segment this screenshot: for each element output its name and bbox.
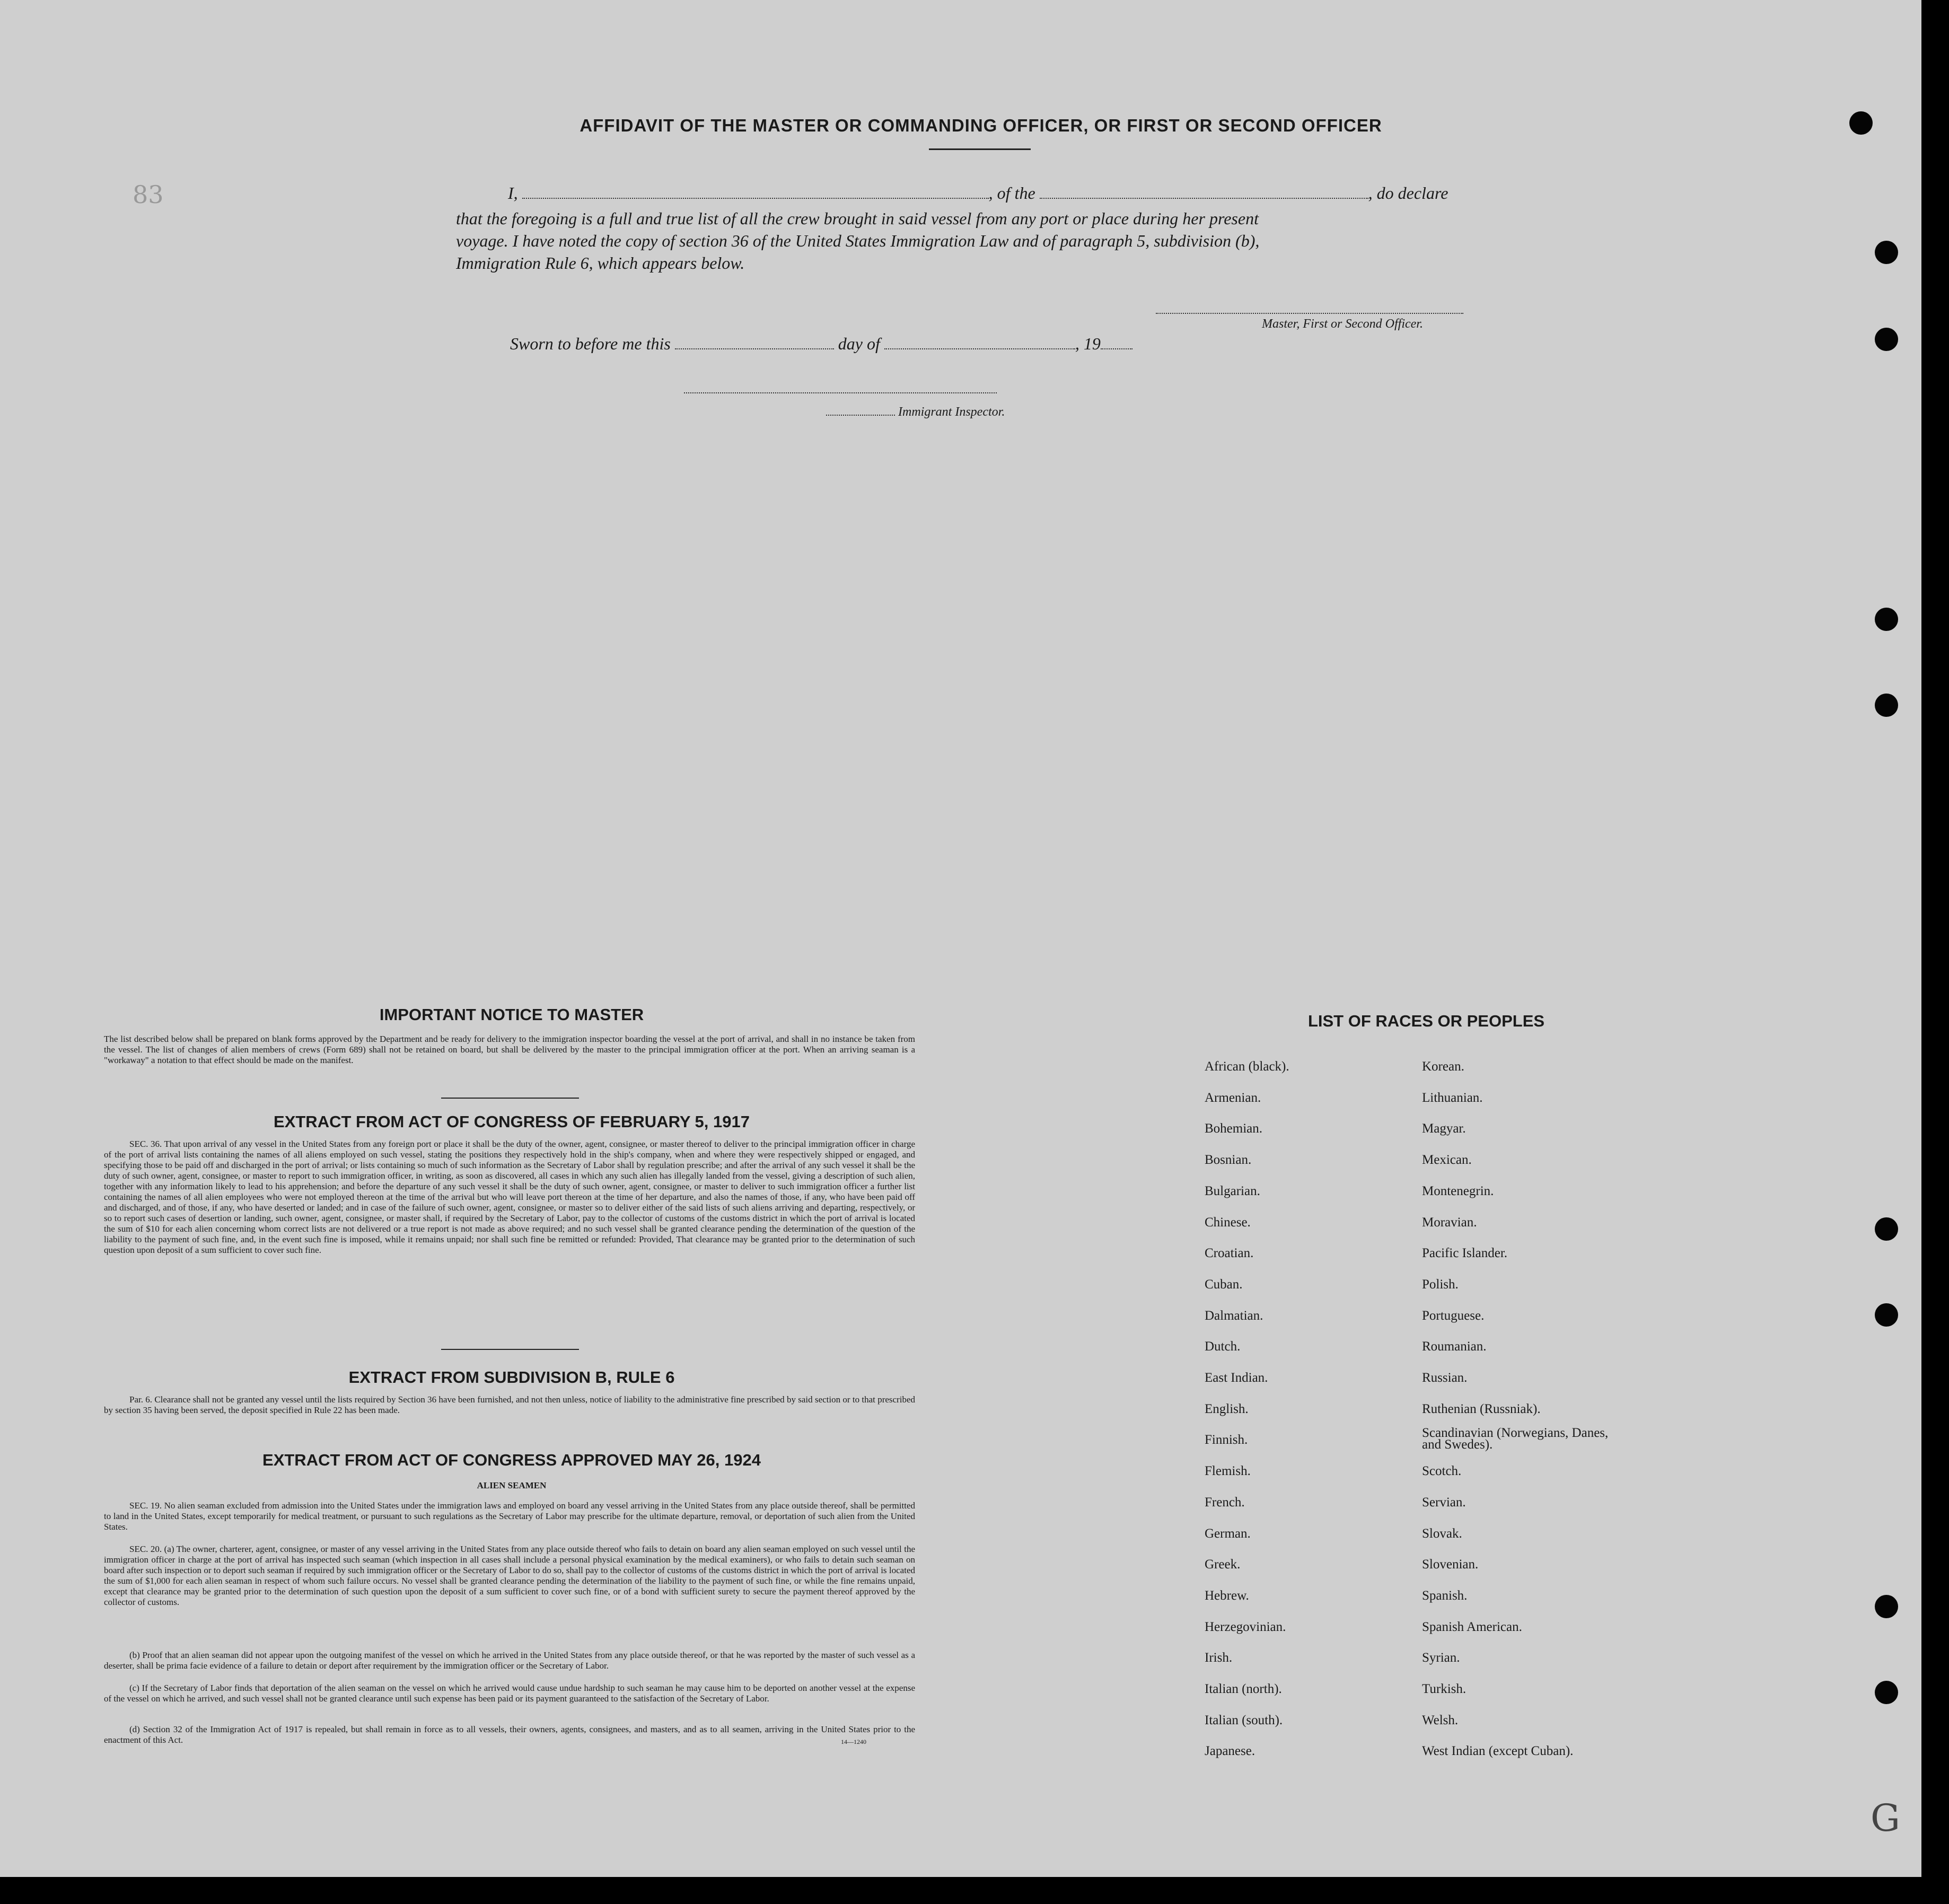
race-item: Spanish American. [1422, 1620, 1522, 1634]
sworn-day-blank[interactable] [675, 348, 834, 349]
binder-hole [1849, 111, 1873, 135]
race-item: Moravian. [1422, 1215, 1477, 1230]
race-item: West Indian (except Cuban). [1422, 1744, 1574, 1758]
extract-rule6-text: Par. 6. Clearance shall not be granted any vessel until the lists required by Section 36 have been furnished, and not then unless, notice of liability to the administrative fine prescribed by said section or to that prescribed by section 35 having been served, the deposit specified in Rule 22 has been made. [104, 1394, 915, 1415]
race-item: Slovak. [1422, 1526, 1462, 1541]
race-item: Scotch. [1422, 1464, 1462, 1478]
binder-hole [1875, 1217, 1898, 1241]
handwritten-mark-top-left: 83 [133, 180, 164, 209]
divider [441, 1098, 579, 1099]
race-item: Dalmatian. [1205, 1309, 1263, 1323]
race-item: Cuban. [1205, 1277, 1243, 1292]
master-caption: Master, First or Second Officer. [1262, 317, 1423, 331]
name-blank[interactable] [522, 198, 989, 199]
extract-1917-text: SEC. 36. That upon arrival of any vessel in the United States from any foreign port or place it shall be the duty of the owner, agent, consignee, or master thereof to deliver to the principal immigration officer in charge of the port of arrival lists containing the names of all aliens employed on such vessel, stating the positions they respectively hold in the ship's company, when and where they were respectively shipped or engaged, and specifying those to be paid off and discharged in the port of arrival; or lists containing so much of such information as the Secretary of Labor shall by regulation prescribe; and after the arrival of any such vessel it shall be the duty of such owner, agent, consignee, or master to report to such immigration officer, in writing, as soon as discovered, all cases in which any such alien has illegally landed from the vessel, giving a description of such alien, together with any information likely to lead to his apprehension; and before the departure of any such vessel it shall be the duty of such owner, agent, consignee, or master to deliver to such immigration officer a further list containing the names of all alien employees who were not employed thereon at the time of the arrival but who will leave port thereon at the time of her departure, and also the names of those, if any, who have been paid off and discharged, and of those, if any, who have deserted or landed; and in case of the failure of such owner, agent, consignee, or master so to deliver either of the said lists of such aliens arriving and departing, respectively, or so to report such cases of desertion or landing, such owner, agent, consignee, or master shall, if required by the Secretary of Labor, pay to the collector of customs of the customs district in which the port of arrival is located the sum of $10 for each alien concerning whom correct lists are not delivered or a true report is not made as above required; and no such vessel shall be granted clearance pending the determination of the question of the liability to the payment of such fine, and, in the event such fine is imposed, while it remains unpaid; nor shall such fine be remitted or refunded: Provided, That clearance may be granted prior to the determination of such question upon deposit of a sum sufficient to cover such fine. [104, 1139, 915, 1255]
race-item: Slovenian. [1422, 1557, 1479, 1572]
handwritten-mark-corner: G [1871, 1796, 1900, 1840]
race-item: Servian. [1422, 1495, 1466, 1510]
notice-title: IMPORTANT NOTICE TO MASTER [379, 1005, 644, 1024]
extract-1917-title: EXTRACT FROM ACT OF CONGRESS OF FEBRUARY 5, 1917 [274, 1112, 750, 1131]
year-prefix: , 19 [1075, 334, 1101, 353]
race-item: Russian. [1422, 1371, 1468, 1385]
race-item: Roumanian. [1422, 1339, 1487, 1354]
race-item: Mexican. [1422, 1153, 1472, 1167]
race-item: Ruthenian (Russniak). [1422, 1402, 1541, 1416]
race-item: Greek. [1205, 1557, 1241, 1572]
race-item: Pacific Islander. [1422, 1246, 1508, 1260]
binder-hole [1875, 1595, 1898, 1618]
race-item: Dutch. [1205, 1339, 1241, 1354]
race-item: Polish. [1422, 1277, 1459, 1292]
extract-1924-sec19: SEC. 19. No alien seaman excluded from admission into the United States under the immigration laws and employed on board any vessel arriving in the United States from any place outside thereof, shall be permitted to land in the United States, except temporarily for medical treatment, or pursuant to such regulations as the Secretary of Labor may prescribe for the ultimate departure, removal, or deportation of such alien from the United States. [104, 1501, 915, 1532]
sworn-month-blank[interactable] [884, 348, 1075, 349]
binder-hole [1875, 328, 1898, 351]
sworn-line [510, 334, 1132, 354]
binder-hole [1875, 1303, 1898, 1327]
inspector-signature-line[interactable] [684, 392, 997, 393]
race-item: Montenegrin. [1422, 1184, 1494, 1198]
extract-rule6-title: EXTRACT FROM SUBDIVISION B, RULE 6 [348, 1368, 675, 1387]
sworn-year-blank[interactable] [1101, 348, 1132, 349]
vessel-blank[interactable] [1040, 198, 1368, 199]
affidavit-line-2: that the foregoing is a full and true list of all the crew brought in said vessel from any port or place during her present [456, 209, 1259, 228]
race-item: Hebrew. [1205, 1589, 1249, 1603]
alien-seamen-subtitle: ALIEN SEAMEN [477, 1480, 547, 1490]
race-item: Irish. [1205, 1651, 1233, 1665]
race-item: Scandinavian (Norwegians, Danes, and Swedes). [1422, 1426, 1609, 1452]
binder-hole [1875, 608, 1898, 631]
race-item: Portuguese. [1422, 1309, 1485, 1323]
inspector-dots [826, 415, 895, 416]
inspector-caption: Immigrant Inspector. [898, 405, 1005, 419]
race-item: Turkish. [1422, 1682, 1467, 1696]
extract-1924-sec20d: (d) Section 32 of the Immigration Act of 1917 is repealed, but shall remain in force as to all vessels, their owners, agents, consignees, and masters, and as to all seamen, arriving in the United States prior to the enactment of this Act. [104, 1724, 915, 1745]
race-item: Italian (south). [1205, 1713, 1283, 1727]
affidavit-line-3: voyage. I have noted the copy of section 36 of the United States Immigration Law and of paragraph 5, subdivision (b), [456, 231, 1260, 250]
title-underline [929, 148, 1031, 150]
notice-text: The list described below shall be prepared on blank forms approved by the Department and be ready for delivery to the immigration inspector boarding the vessel at the port of arrival, and shall in no instance be taken from the vessel. The list of changes of alien members of crews (Form 689) shall not be retained on board, but shall be delivered by the master to the principal immigration officer at the port. When an arriving seaman is a "workaway" a notation to that effect should be made on the manifest. [104, 1034, 915, 1065]
race-item: Italian (north). [1205, 1682, 1282, 1696]
binder-hole [1875, 1681, 1898, 1704]
form-number: 14—1240 [841, 1738, 866, 1745]
race-item: German. [1205, 1526, 1251, 1541]
races-title: LIST OF RACES OR PEOPLES [1307, 1012, 1545, 1030]
race-item: Welsh. [1422, 1713, 1459, 1727]
race-item: Chinese. [1205, 1215, 1251, 1230]
affidavit-title: AFFIDAVIT OF THE MASTER OR COMMANDING OFFICER, OR FIRST OR SECOND OFFICER [580, 116, 1382, 135]
extract-1924-sec20a: SEC. 20. (a) The owner, charterer, agent, consignee, or master of any vessel arriving in the United States from any place outside thereof who fails to detain on board any alien seaman employed on such vessel until the immigration officer in charge at the port of arrival has inspected such seaman (which inspection in all cases shall include a personal physical examination by the medical examiners), or who fails to detain such seaman on board after such inspection or to deport such seaman if required by such immigration officer or the Secretary of Labor to do so, shall pay to the collector of customs of the customs district in which the port of arrival is located the sum of $1,000 for each alien seaman in respect of whom such failure occurs. No vessel shall be granted clearance pending the determination of the liability to the payment of such fine, or while the fine remains unpaid, except that clearance may be granted prior to the determination of such question upon the deposit of a sum sufficient to cover such fine, or of a bond with sufficient surety to secure the payment thereof approved by the collector of customs. [104, 1544, 915, 1607]
extract-1924-sec20c: (c) If the Secretary of Labor finds that deportation of the alien seaman on the vessel on which he arrived would cause undue hardship to such seaman he may cause him to be deported on another vessel at the expense of the vessel on which he arrived, and such vessel shall not be granted clearance until such expense has been paid or its payment guaranteed to the satisfaction of the Secretary of Labor. [104, 1683, 915, 1704]
race-item: Syrian. [1422, 1651, 1460, 1665]
binder-hole [1875, 241, 1898, 264]
race-item: East Indian. [1205, 1371, 1268, 1385]
race-item: African (black). [1205, 1059, 1289, 1074]
race-item: Korean. [1422, 1059, 1464, 1074]
affidavit-i: I, [508, 183, 518, 203]
affidavit-line-1 [508, 183, 1448, 203]
race-item: Finnish. [1205, 1433, 1248, 1447]
extract-1924-sec20b: (b) Proof that an alien seaman did not appear upon the outgoing manifest of the vessel on which he arrived in the United States from any place outside thereof, or that he was reported by the master of such vessel as a deserter, shall be prima facie evidence of a failure to detain or deport after requirement by the immigration officer or the Secretary of Labor. [104, 1650, 915, 1671]
race-item: Croatian. [1205, 1246, 1254, 1260]
race-item: Bohemian. [1205, 1121, 1263, 1136]
race-item: Lithuanian. [1422, 1091, 1483, 1105]
race-item: Herzegovinian. [1205, 1620, 1286, 1634]
race-item: English. [1205, 1402, 1249, 1416]
affidavit-declare: , do declare [1368, 183, 1448, 203]
race-item: Spanish. [1422, 1589, 1468, 1603]
race-item: Magyar. [1422, 1121, 1466, 1136]
affidavit-of-the: , of the [988, 183, 1035, 203]
race-item: French. [1205, 1495, 1245, 1510]
race-item: Armenian. [1205, 1091, 1261, 1105]
sworn-text: Sworn to before me this [510, 334, 671, 353]
binder-hole [1875, 694, 1898, 717]
race-item: Flemish. [1205, 1464, 1251, 1478]
race-item: Bulgarian. [1205, 1184, 1260, 1198]
divider [441, 1349, 579, 1350]
extract-1924-title: EXTRACT FROM ACT OF CONGRESS APPROVED MAY 26, 1924 [262, 1451, 761, 1469]
day-of-text: day of [838, 334, 880, 353]
race-item: Japanese. [1205, 1744, 1256, 1758]
master-signature-line[interactable] [1156, 313, 1463, 314]
race-item: Bosnian. [1205, 1153, 1252, 1167]
affidavit-line-4: Immigration Rule 6, which appears below. [456, 253, 745, 273]
inspector-caption-line [826, 405, 1005, 419]
